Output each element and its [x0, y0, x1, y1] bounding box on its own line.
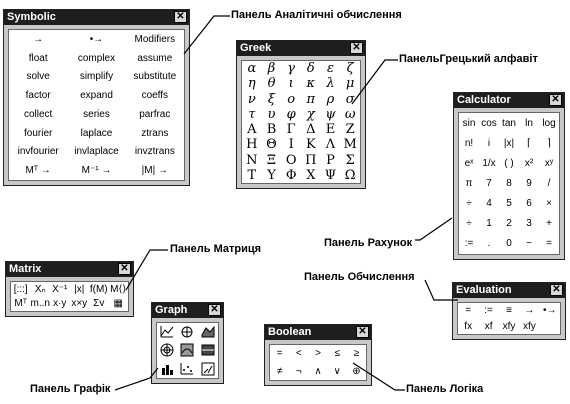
symbolic-button[interactable]: parfrac [139, 108, 171, 120]
greek-button[interactable]: Σ [345, 152, 355, 168]
calculator-button[interactable]: 1/x [482, 157, 496, 169]
greek-button[interactable]: Ε [325, 122, 336, 138]
boolean-button[interactable]: ¬ [295, 365, 302, 377]
boolean-button[interactable]: > [315, 348, 321, 360]
label-calculator: Панель Рахунок [324, 237, 413, 249]
greek-button[interactable]: Ο [285, 152, 297, 168]
calculator-button[interactable]: ⌈ [527, 137, 531, 149]
matrix-button[interactable]: m..n [30, 298, 50, 310]
greek-button[interactable]: ο [287, 91, 296, 107]
symbolic-button[interactable]: complex [77, 52, 116, 64]
matrix-button[interactable]: Mᵀ [14, 298, 28, 310]
leader-line-graph [115, 368, 158, 390]
greek-button[interactable]: δ [306, 61, 315, 77]
greek-button[interactable]: Κ [305, 137, 316, 153]
close-icon[interactable]: ✕ [118, 263, 131, 275]
calculator-button[interactable]: i [487, 137, 491, 149]
symbolic-button[interactable]: simplify [79, 71, 114, 83]
greek-button[interactable]: ε [327, 61, 334, 77]
boolean-button[interactable]: ∧ [314, 365, 322, 377]
greek-button[interactable]: π [306, 91, 316, 107]
close-icon[interactable]: ✕ [350, 42, 363, 54]
evaluation-button[interactable]: := [484, 305, 493, 317]
calculator-button[interactable]: 0 [506, 238, 512, 250]
matrix-button[interactable]: [:::] [13, 283, 28, 295]
calculator-button[interactable]: × [546, 198, 552, 210]
greek-button[interactable]: η [247, 76, 256, 92]
greek-button[interactable]: Ξ [266, 152, 277, 168]
label-evaluation: Панель Обчислення [304, 271, 415, 283]
symbolic-button[interactable]: invfourier [17, 146, 59, 158]
greek-button[interactable]: Λ [325, 137, 336, 153]
greek-button[interactable]: ω [344, 106, 356, 122]
evaluation-title: Evaluation [456, 284, 512, 296]
greek-title: Greek [240, 42, 272, 54]
evaluation-button[interactable]: ≡ [506, 305, 512, 317]
greek-button[interactable]: χ [306, 106, 315, 122]
label-symbolic: Панель Аналітичні обчислення [231, 9, 402, 21]
label-boolean: Панель Логіка [406, 383, 484, 395]
greek-button[interactable]: φ [286, 106, 296, 122]
symbolic-button[interactable]: assume [137, 52, 173, 64]
boolean-button[interactable]: ≠ [276, 365, 283, 377]
calculator-button[interactable]: − [526, 238, 532, 250]
symbolic-button[interactable]: solve [26, 71, 50, 83]
greek-button[interactable]: Α [247, 122, 257, 138]
greek-button[interactable]: θ [267, 76, 276, 92]
label-graph: Панель Графік [30, 383, 111, 395]
greek-button[interactable]: Υ [267, 167, 276, 183]
greek-button[interactable]: ι [288, 76, 294, 92]
calculator-button[interactable]: := [464, 238, 474, 250]
greek-button[interactable]: γ [287, 61, 296, 77]
greek-button[interactable]: ψ [325, 106, 336, 122]
greek-button[interactable]: Γ [286, 122, 296, 138]
greek-button[interactable]: κ [306, 76, 316, 92]
greek-button[interactable]: μ [345, 76, 355, 92]
greek-button[interactable]: ν [247, 91, 256, 107]
calculator-button[interactable]: ⌉ [547, 137, 551, 149]
matrix-button[interactable]: Σv [93, 298, 105, 310]
symbolic-button[interactable]: laplace [80, 127, 113, 139]
greek-button[interactable]: Ζ [345, 122, 355, 138]
calculator-button[interactable]: cos [481, 117, 497, 129]
greek-button[interactable]: Δ [306, 122, 316, 138]
calculator-button[interactable]: n! [464, 137, 474, 149]
symbolic-button[interactable]: M⁻¹ → [81, 165, 112, 177]
calculator-button[interactable]: 6 [526, 198, 532, 210]
leader-line-evaluation [425, 280, 458, 300]
symbolic-button[interactable]: ztrans [141, 127, 169, 139]
calculator-button[interactable]: 2 [506, 218, 512, 230]
close-icon[interactable]: ✕ [550, 284, 563, 296]
symbolic-button[interactable]: •→ [89, 33, 104, 45]
calculator-button[interactable]: 8 [506, 177, 512, 189]
symbolic-button[interactable]: invztrans [134, 146, 175, 158]
greek-button[interactable]: ξ [267, 91, 276, 107]
symbolic-button[interactable]: series [83, 108, 110, 120]
calculator-button[interactable]: ( ) [504, 157, 514, 169]
symbolic-button[interactable]: invlaplace [74, 146, 119, 158]
calculator-button[interactable]: 1 [486, 218, 492, 230]
matrix-button[interactable]: f(M) [89, 283, 108, 295]
calculator-button[interactable]: 5 [506, 198, 512, 210]
label-greek: ПанельГрецький алфавіт [399, 53, 538, 65]
calculator-button[interactable]: / [547, 177, 551, 189]
matrix-button[interactable]: M⟨⟩ [110, 283, 127, 295]
calculator-button[interactable]: 9 [526, 177, 532, 189]
greek-button[interactable]: Ψ [324, 167, 337, 183]
greek-button[interactable]: Μ [343, 137, 357, 153]
calculator-button[interactable]: 7 [486, 177, 492, 189]
greek-button[interactable]: τ [248, 106, 256, 122]
matrix-button[interactable]: X⁻¹ [52, 283, 68, 295]
close-icon[interactable]: ✕ [356, 326, 369, 338]
close-icon[interactable]: ✕ [549, 94, 562, 106]
close-icon[interactable]: ✕ [208, 304, 221, 316]
symbolic-button[interactable]: expand [80, 90, 113, 102]
calculator-button[interactable]: 3 [526, 218, 532, 230]
symbolic-button[interactable]: substitute [133, 71, 177, 83]
calculator-button[interactable]: + [546, 218, 552, 230]
calculator-button[interactable]: ÷ [466, 198, 472, 210]
greek-button[interactable]: λ [326, 76, 335, 92]
greek-button[interactable]: Ι [288, 137, 294, 153]
symbolic-button[interactable]: Mᵀ → [25, 165, 51, 177]
calculator-button[interactable]: . [487, 238, 491, 250]
calculator-title: Calculator [457, 94, 511, 106]
greek-button[interactable]: υ [267, 106, 276, 122]
boolean-button[interactable]: ≥ [353, 348, 360, 360]
symbolic-button[interactable]: Modifiers [134, 33, 176, 45]
leader-line-boolean [353, 363, 405, 390]
symbolic-button[interactable]: |M| → [141, 165, 168, 177]
symbolic-button[interactable]: → [33, 33, 44, 45]
calculator-button[interactable]: eˣ [464, 157, 474, 169]
leader-line-greek [352, 60, 398, 104]
greek-button[interactable]: Η [246, 137, 258, 153]
calculator-button[interactable]: log [542, 117, 556, 129]
matrix-button[interactable]: x×y [71, 298, 88, 310]
symbolic-title: Symbolic [7, 11, 56, 23]
evaluation-button[interactable]: → [524, 305, 535, 317]
boolean-title: Boolean [268, 326, 312, 338]
symbolic-button[interactable]: coeffs [141, 90, 169, 102]
greek-button[interactable]: Ν [246, 152, 258, 168]
greek-button[interactable]: Π [305, 152, 317, 168]
greek-button[interactable]: Β [266, 122, 277, 138]
greek-button[interactable]: Ρ [326, 152, 335, 168]
leader-line-symbolic [184, 16, 230, 54]
greek-button[interactable]: Ω [344, 167, 356, 183]
evaluation-button[interactable]: fx [464, 320, 473, 332]
matrix-title: Matrix [9, 263, 42, 275]
graph-title: Graph [155, 304, 188, 316]
calculator-button[interactable]: π [465, 177, 473, 189]
calculator-button[interactable]: tan [502, 117, 516, 129]
matrix-button[interactable]: |x| [74, 283, 85, 295]
symbolic-button[interactable]: float [28, 52, 48, 64]
evaluation-button[interactable]: xf [484, 320, 493, 332]
boolean-button[interactable]: < [295, 348, 302, 360]
greek-button[interactable]: ζ [346, 61, 354, 77]
calculator-button[interactable]: 4 [486, 198, 492, 210]
boolean-button[interactable]: = [276, 348, 283, 360]
symbolic-button[interactable]: fourier [23, 127, 53, 139]
label-matrix: Панель Матриця [170, 243, 262, 255]
calculator-button[interactable]: ln [525, 117, 533, 129]
evaluation-button[interactable]: = [465, 305, 472, 317]
evaluation-button[interactable]: xfy [502, 320, 516, 332]
greek-button[interactable]: Φ [285, 167, 297, 183]
calculator-button[interactable]: |x| [503, 137, 515, 149]
matrix-button[interactable]: ▦ [113, 298, 123, 310]
greek-button[interactable]: Τ [247, 167, 257, 183]
leader-line-matrix [126, 250, 168, 290]
symbolic-button[interactable]: collect [23, 108, 53, 120]
symbolic-button[interactable]: factor [25, 90, 51, 102]
leader-line-calculator [415, 218, 452, 240]
greek-button[interactable]: α [247, 61, 257, 77]
greek-button[interactable]: σ [345, 91, 355, 107]
boolean-button[interactable]: ⊕ [352, 365, 361, 377]
boolean-button[interactable]: ∨ [333, 365, 341, 377]
matrix-button[interactable]: Xₙ [34, 283, 46, 295]
matrix-button[interactable]: x·y [53, 298, 67, 310]
calculator-button[interactable]: ÷ [466, 218, 472, 230]
greek-button[interactable]: Θ [266, 137, 277, 153]
close-icon[interactable]: ✕ [174, 11, 187, 23]
evaluation-button[interactable]: xfy [523, 320, 536, 332]
calculator-button[interactable]: x² [524, 157, 534, 169]
greek-button[interactable]: Χ [306, 167, 316, 183]
calculator-button[interactable]: sin [462, 117, 476, 129]
evaluation-button[interactable]: •→ [543, 305, 557, 317]
boolean-button[interactable]: ≤ [334, 348, 340, 360]
greek-button[interactable]: β [267, 61, 276, 77]
calculator-button[interactable]: xʸ [544, 157, 554, 169]
greek-button[interactable]: ρ [326, 91, 335, 107]
calculator-button[interactable]: = [546, 238, 552, 250]
